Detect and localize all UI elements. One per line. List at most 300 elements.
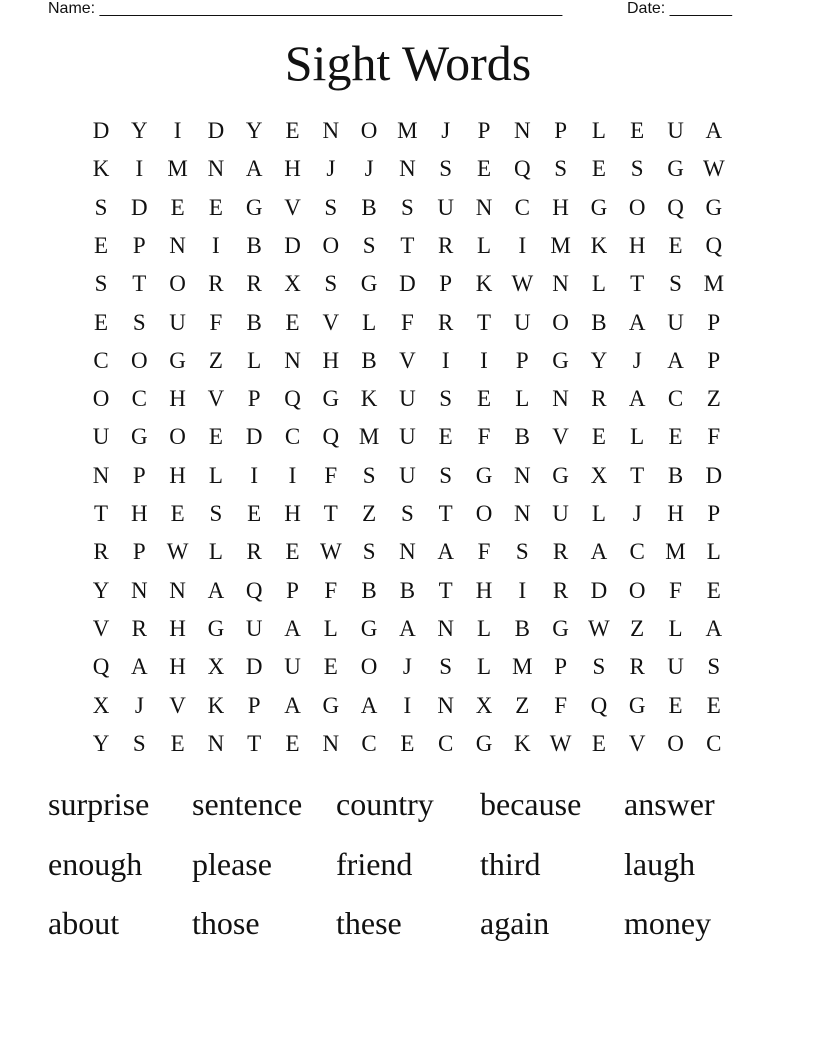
grid-letter: F [324, 462, 338, 488]
grid-letter: Y [130, 118, 148, 143]
grid-letter: C [706, 730, 722, 756]
grid-letter: A [705, 118, 723, 143]
grid-letter: E [668, 692, 683, 718]
grid-letter: E [668, 424, 683, 450]
grid-letter: E [170, 501, 185, 526]
grid-letter: R [93, 539, 109, 565]
grid-letter: J [441, 118, 451, 143]
grid-letter: J [402, 654, 412, 680]
grid-letter: B [361, 347, 377, 373]
grid-letter: E [285, 309, 300, 335]
grid-letter: U [437, 194, 454, 220]
grid-letter: W [549, 730, 572, 756]
word-list-item: these [336, 905, 402, 941]
grid-letter: U [245, 615, 263, 641]
grid-letter: E [170, 194, 185, 220]
grid-letter: G [322, 692, 340, 718]
grid-letter: G [552, 347, 569, 373]
grid-letter: R [246, 271, 262, 297]
grid-letter: D [399, 271, 416, 297]
grid-letter: L [362, 309, 377, 335]
word-list-item: laugh [624, 845, 696, 882]
grid-letter: I [518, 577, 527, 603]
grid-letter: A [245, 156, 263, 182]
grid-letter: U [667, 118, 684, 143]
grid-letter: O [169, 271, 186, 297]
grid-letter: E [591, 730, 606, 756]
grid-letter: T [93, 501, 109, 526]
grid-letter: S [132, 309, 146, 335]
grid-letter: D [130, 194, 148, 220]
grid-letter: W [166, 539, 189, 565]
grid-letter: R [591, 386, 607, 412]
grid-letter: V [92, 615, 110, 641]
grid-letter: R [552, 539, 569, 565]
grid-letter: X [207, 654, 225, 680]
grid-letter: N [552, 271, 569, 297]
grid-letter: H [475, 577, 493, 603]
grid-letter: R [629, 654, 645, 680]
grid-letter: I [212, 232, 220, 258]
grid-letter: U [667, 654, 684, 680]
grid-letter: T [323, 501, 338, 526]
grid-letter: L [247, 347, 262, 373]
grid-letter: B [246, 232, 262, 258]
grid-letter: N [513, 118, 531, 143]
grid-letter: V [169, 692, 186, 718]
word-list-item: please [192, 845, 272, 882]
grid-letter: E [285, 730, 300, 756]
grid-letter: P [554, 118, 567, 143]
grid-letter: U [399, 386, 416, 412]
grid-letter: M [358, 424, 380, 450]
grid-letter: O [628, 577, 646, 603]
grid-letter: T [400, 232, 415, 258]
grid-letter: N [475, 194, 493, 220]
grid-letter: O [360, 118, 378, 143]
grid-letter: E [170, 730, 185, 756]
grid-letter: B [514, 615, 530, 641]
grid-letter: U [284, 654, 301, 680]
grid-letter: D [284, 232, 301, 258]
grid-letter: L [591, 501, 606, 526]
grid-letter: N [552, 386, 569, 412]
word-list-item: sentence [192, 786, 303, 822]
grid-letter: D [207, 118, 225, 143]
grid-letter: S [439, 386, 453, 412]
grid-letter: F [669, 577, 682, 603]
grid-letter: Z [362, 501, 377, 526]
grid-letter: S [209, 501, 223, 526]
grid-letter: X [284, 271, 301, 297]
grid-letter: T [630, 271, 645, 297]
grid-letter: E [93, 309, 109, 335]
grid-letter: C [361, 730, 377, 756]
grid-letter: F [209, 309, 223, 335]
grid-letter: S [630, 156, 644, 182]
grid-letter: N [437, 692, 454, 718]
grid-letter: T [476, 309, 492, 335]
grid-letter: R [208, 271, 224, 297]
grid-letter: N [207, 730, 225, 756]
grid-letter: T [247, 730, 262, 756]
grid-letter: A [207, 577, 225, 603]
grid-letter: H [169, 386, 186, 412]
grid-letter: S [400, 501, 414, 526]
grid-letter: H [130, 501, 148, 526]
grid-letter: W [588, 615, 610, 641]
grid-letter: Q [590, 692, 608, 718]
grid-letter: V [284, 194, 301, 220]
grid-letter: B [246, 309, 262, 335]
grid-letter: S [362, 539, 376, 565]
grid-letter: E [400, 730, 415, 756]
grid-letter: E [706, 692, 721, 718]
grid-letter: E [323, 654, 338, 680]
grid-letter: A [628, 386, 646, 412]
grid-letter: T [630, 462, 645, 488]
grid-letter: N [513, 462, 531, 488]
grid-letter: T [438, 501, 453, 526]
word-list-item: answer [624, 786, 715, 822]
grid-letter: E [285, 539, 300, 565]
grid-letter: D [92, 118, 110, 143]
grid-letter: U [169, 309, 186, 335]
word-list-item: because [480, 786, 582, 822]
grid-letter: B [591, 309, 607, 335]
grid-letter: M [550, 232, 571, 258]
grid-letter: S [669, 271, 682, 297]
grid-letter: U [92, 424, 110, 450]
grid-letter: H [322, 347, 340, 373]
grid-letter: M [167, 156, 188, 182]
grid-letter: O [667, 730, 684, 756]
grid-letter: C [284, 424, 301, 450]
grid-letter: Z [208, 347, 223, 373]
grid-letter: S [439, 156, 453, 182]
grid-letter: A [284, 615, 301, 641]
grid-letter: M [703, 271, 725, 297]
grid-letter: H [284, 501, 301, 526]
grid-letter: E [668, 232, 683, 258]
grid-letter: O [628, 194, 646, 220]
word-list-item: money [624, 905, 712, 941]
name-label: Name: [48, 0, 96, 17]
word-list-item: third [480, 845, 541, 882]
grid-letter: X [590, 462, 608, 488]
letter-grid [82, 112, 734, 762]
grid-letter: G [667, 156, 684, 182]
grid-letter: K [513, 730, 531, 756]
grid-letter: S [132, 730, 146, 756]
grid-letter: P [477, 118, 491, 143]
grid-letter: E [706, 577, 721, 603]
grid-letter: Q [92, 654, 110, 680]
grid-letter: G [360, 615, 378, 641]
grid-letter: E [285, 118, 300, 143]
grid-letter: P [132, 462, 146, 488]
date-label: Date: [627, 0, 666, 17]
grid-letter: Z [706, 386, 721, 412]
grid-letter: B [667, 462, 684, 488]
grid-letter: J [364, 156, 374, 182]
name-blank: ____________________________________________________ [99, 0, 563, 17]
word-list-item: friend [336, 845, 413, 882]
grid-letter: S [362, 462, 376, 488]
grid-letter: Y [245, 118, 263, 143]
word-list-item: those [192, 905, 260, 941]
grid-letter: P [707, 309, 721, 335]
grid-letter: P [247, 386, 261, 412]
grid-letter: N [399, 539, 416, 565]
grid-letter: D [245, 424, 263, 450]
grid-letter: G [130, 424, 148, 450]
grid-letter: K [475, 271, 493, 297]
grid-letter: L [668, 615, 683, 641]
grid-letter: A [437, 539, 454, 565]
grid-letter: Q [245, 577, 263, 603]
grid-letter: K [207, 692, 225, 718]
grid-letter: I [288, 462, 297, 488]
grid-letter: A [130, 654, 148, 680]
grid-letter: W [319, 539, 342, 565]
grid-letter: W [511, 271, 534, 297]
grid-letter: I [250, 462, 259, 488]
grid-letter: V [399, 347, 416, 373]
grid-letter: E [208, 424, 223, 450]
grid-letter: H [284, 156, 301, 182]
grid-letter: E [591, 424, 606, 450]
grid-letter: Z [630, 615, 645, 641]
grid-letter: N [284, 347, 301, 373]
grid-letter: S [362, 232, 376, 258]
grid-letter: V [322, 309, 340, 335]
grid-letter: E [591, 156, 606, 182]
grid-letter: C [131, 386, 147, 412]
grid-letter: L [630, 424, 645, 450]
word-list-item: about [48, 905, 120, 941]
grid-letter: N [130, 577, 148, 603]
grid-letter: T [438, 577, 453, 603]
grid-letter: E [476, 156, 492, 182]
grid-letter: Q [322, 424, 340, 450]
grid-letter: F [477, 539, 491, 565]
grid-letter: D [245, 654, 263, 680]
grid-letter: S [439, 654, 453, 680]
grid-letter: A [360, 692, 378, 718]
grid-letter: G [245, 194, 263, 220]
grid-letter: P [286, 577, 299, 603]
grid-letter: H [169, 615, 186, 641]
grid-letter: F [400, 309, 414, 335]
grid-letter: P [707, 347, 721, 373]
grid-letter: L [476, 232, 492, 258]
grid-letter: J [134, 692, 144, 718]
grid-letter: O [169, 424, 186, 450]
grid-letter: G [360, 271, 378, 297]
grid-letter: F [477, 424, 491, 450]
grid-letter: P [515, 347, 529, 373]
grid-letter: Q [705, 232, 723, 258]
grid-letter: Z [515, 692, 530, 718]
grid-letter: G [322, 386, 340, 412]
grid-letter: L [208, 539, 223, 565]
grid-letter: O [360, 654, 378, 680]
grid-letter: V [207, 386, 225, 412]
grid-letter: R [438, 309, 454, 335]
grid-letter: I [441, 347, 450, 373]
grid-letter: G [475, 462, 493, 488]
grid-letter: U [399, 424, 416, 450]
word-list-item: surprise [48, 786, 150, 822]
grid-letter: P [707, 501, 721, 526]
grid-letter: T [132, 271, 147, 297]
grid-letter: L [323, 615, 338, 641]
grid-letter: C [667, 386, 684, 412]
header-line [48, 0, 748, 20]
grid-letter: O [322, 232, 340, 258]
grid-letter: B [361, 577, 377, 603]
grid-letter: L [515, 386, 530, 412]
grid-letter: X [475, 692, 493, 718]
grid-letter: A [667, 347, 684, 373]
grid-letter: V [552, 424, 569, 450]
grid-letter: R [438, 232, 454, 258]
grid-letter: S [515, 539, 529, 565]
grid-letter: S [324, 271, 338, 297]
grid-letter: A [590, 539, 608, 565]
grid-letter: J [632, 501, 642, 526]
grid-letter: N [399, 156, 416, 182]
grid-letter: O [92, 386, 110, 412]
grid-letter: Q [667, 194, 684, 220]
grid-letter: Y [590, 347, 608, 373]
grid-letter: O [475, 501, 493, 526]
grid-letter: E [247, 501, 262, 526]
grid-letter: N [322, 730, 340, 756]
grid-letter: L [706, 539, 721, 565]
grid-letter: D [705, 462, 723, 488]
grid-letter: I [480, 347, 488, 373]
grid-letter: P [439, 271, 453, 297]
grid-letter: S [94, 271, 108, 297]
grid-letter: R [246, 539, 262, 565]
grid-letter: I [135, 156, 144, 182]
grid-letter: R [131, 615, 147, 641]
grid-letter: U [552, 501, 569, 526]
word-list [48, 780, 768, 960]
grid-letter: F [707, 424, 721, 450]
grid-letter: F [554, 692, 567, 718]
grid-letter: H [552, 194, 569, 220]
grid-letter: I [403, 692, 412, 718]
grid-letter: D [590, 577, 608, 603]
grid-letter: M [397, 118, 418, 143]
grid-letter: A [705, 615, 723, 641]
grid-letter: F [324, 577, 338, 603]
grid-letter: P [247, 692, 261, 718]
grid-letter: S [400, 194, 414, 220]
grid-letter: B [514, 424, 530, 450]
grid-letter: C [629, 539, 645, 565]
grid-letter: M [665, 539, 686, 565]
grid-letter: N [322, 118, 340, 143]
grid-letter: C [514, 194, 530, 220]
grid-letter: P [132, 232, 146, 258]
grid-letter: G [169, 347, 186, 373]
grid-letter: G [552, 462, 569, 488]
grid-letter: B [399, 577, 416, 603]
grid-letter: H [169, 654, 186, 680]
grid-letter: E [476, 386, 492, 412]
grid-letter: V [628, 730, 646, 756]
grid-letter: Y [92, 730, 110, 756]
grid-letter: N [169, 577, 186, 603]
grid-letter: L [476, 654, 492, 680]
grid-letter: B [361, 194, 377, 220]
date-field [627, 0, 732, 18]
grid-letter: L [591, 271, 606, 297]
grid-letter: Q [284, 386, 301, 412]
grid-letter: I [173, 118, 182, 143]
grid-letter: L [476, 615, 492, 641]
grid-letter: A [628, 309, 646, 335]
grid-letter: C [438, 730, 454, 756]
grid-letter: S [707, 654, 721, 680]
word-list-item: again [480, 905, 550, 941]
grid-letter: S [324, 194, 338, 220]
grid-letter: J [632, 347, 642, 373]
grid-letter: E [630, 118, 645, 143]
grid-letter: Q [513, 156, 531, 182]
grid-letter: N [207, 156, 225, 182]
grid-letter: E [438, 424, 453, 450]
grid-letter: G [628, 692, 646, 718]
grid-letter: E [208, 194, 223, 220]
grid-letter: G [207, 615, 225, 641]
grid-letter: N [169, 232, 186, 258]
grid-letter: N [92, 462, 110, 488]
page-title: Sight Words [284, 35, 532, 91]
grid-letter: W [702, 156, 725, 182]
date-blank: _______ [669, 0, 732, 17]
grid-letter: K [92, 156, 110, 182]
grid-letter: C [93, 347, 109, 373]
grid-letter: J [326, 156, 336, 182]
grid-letter: H [667, 501, 684, 526]
grid-letter: O [130, 347, 148, 373]
grid-letter: U [513, 309, 531, 335]
grid-letter: K [590, 232, 608, 258]
grid-letter: P [554, 654, 567, 680]
grid-letter: S [554, 156, 567, 182]
grid-letter: Y [92, 577, 110, 603]
grid-letter: L [591, 118, 606, 143]
grid-letter: G [705, 194, 723, 220]
word-list-item: enough [48, 845, 143, 882]
grid-letter: U [667, 309, 684, 335]
grid-letter: M [512, 654, 533, 680]
word-list-item: country [336, 786, 434, 822]
grid-letter: G [590, 194, 608, 220]
grid-letter: R [552, 577, 569, 603]
grid-letter: O [552, 309, 569, 335]
grid-letter: A [399, 615, 416, 641]
grid-letter: K [360, 386, 378, 412]
grid-letter: P [132, 539, 146, 565]
grid-letter: E [93, 232, 109, 258]
grid-letter: G [475, 730, 493, 756]
